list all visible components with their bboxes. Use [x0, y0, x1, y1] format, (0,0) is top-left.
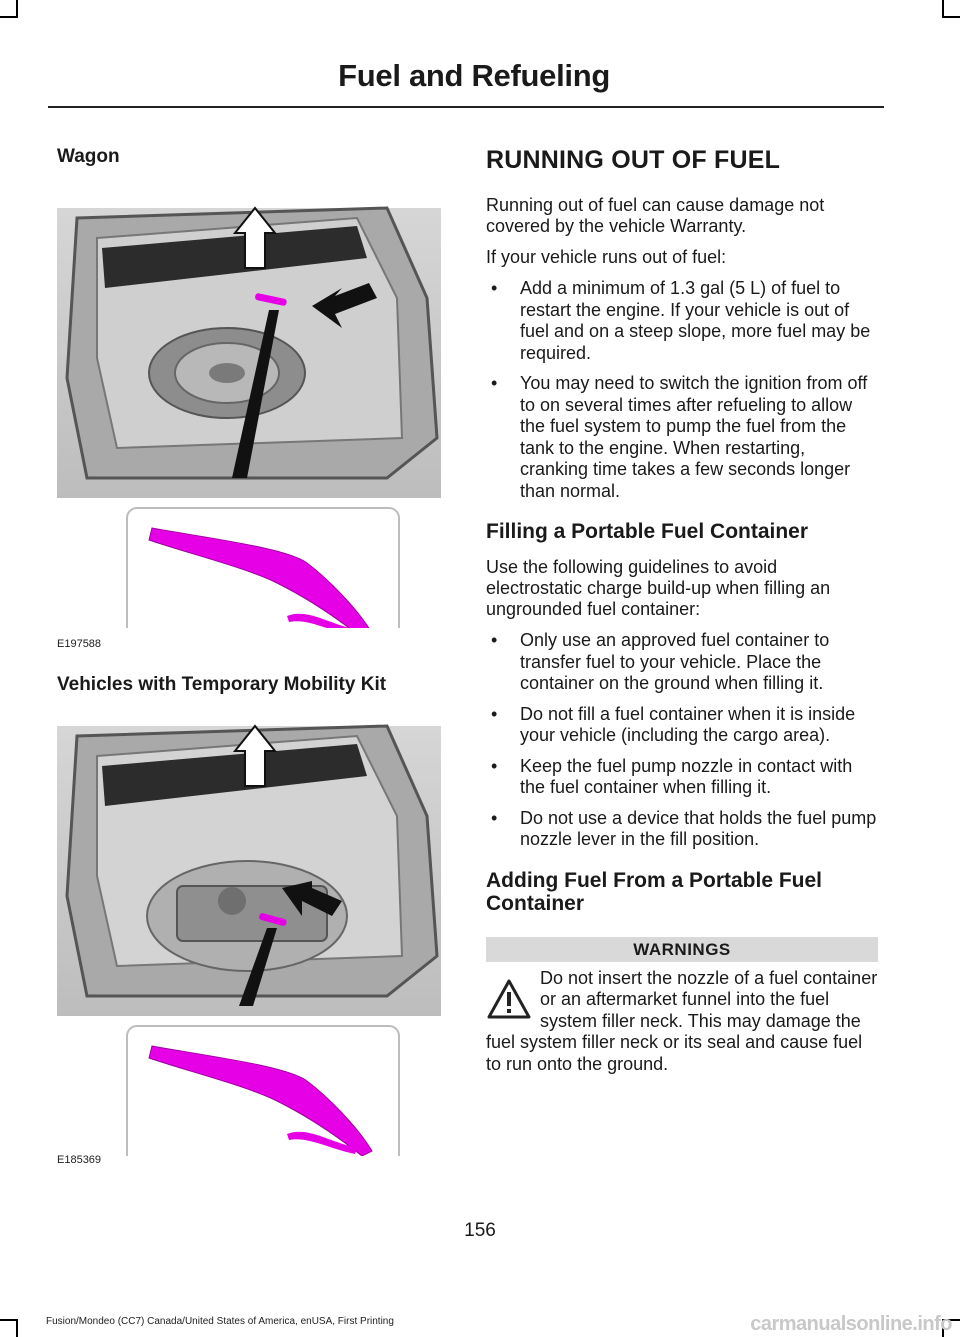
page-number: 156 — [464, 1220, 496, 1241]
subheading: Adding Fuel From a Portable Fuel Container — [486, 868, 823, 915]
cargo-area-illustration — [57, 706, 441, 1156]
left-column — [57, 146, 441, 1176]
right-column — [486, 146, 878, 1075]
subheading: Filling a Portable Fuel Container — [486, 520, 809, 543]
list-item: • Add a minimum of 1.3 gal (5 L) of fuel to restart the engine. If your vehicle is out of fuel and on a steep slope, more fuel may be required. — [486, 278, 878, 364]
figure-id: E197588 — [57, 638, 102, 650]
watermark: carmanualsonline.info — [750, 1313, 952, 1335]
section-label-mobility-kit: Vehicles with Temporary Mobility Kit — [57, 674, 387, 695]
paragraph: Running out of fuel can cause damage not covered by the vehicle Warranty. — [486, 195, 825, 236]
footer-text: Fusion/Mondeo (CC7) Canada/United States of America, enUSA, First Printing — [46, 1316, 394, 1327]
list-item: • Keep the fuel pump nozzle in contact with the fuel container when filling it. — [486, 756, 878, 799]
figure-mobility-kit — [57, 706, 441, 1176]
warning-text — [486, 968, 878, 1076]
bullet-list — [486, 630, 878, 851]
figure-id: E185369 — [57, 1154, 102, 1166]
paragraph: If your vehicle runs out of fuel: — [486, 247, 727, 267]
warnings-bar: WARNINGS — [486, 937, 878, 962]
crop-mark — [0, 1319, 18, 1321]
list-item: • Do not fill a fuel container when it is inside your vehicle (including the cargo area). — [486, 704, 878, 747]
warning-body: Do not insert the nozzle of a fuel container or an aftermarket funnel into the fuel system filler neck. This may damage the fuel system filler neck or its seal and cause fuel to run onto the ground. — [486, 967, 878, 1074]
section-heading: RUNNING OUT OF FUEL — [486, 146, 781, 174]
crop-mark — [16, 1319, 18, 1337]
figure-wagon — [57, 178, 441, 658]
page-title: Fuel and Refueling — [338, 58, 610, 93]
list-item: • You may need to switch the ignition from off to on several times after refueling to allow the fuel system to pump the fuel from the tank to the engine. When restarting, cranking time takes a few seconds longer than normal. — [486, 373, 878, 502]
cargo-area-illustration — [57, 178, 441, 628]
section-label-wagon: Wagon — [57, 146, 120, 167]
warning-triangle-icon — [486, 978, 532, 1020]
paragraph: Use the following guidelines to avoid electrostatic charge build-up when filling an ungrounded fuel container: — [486, 557, 831, 619]
header-divider — [48, 106, 884, 108]
list-item: • Do not use a device that holds the fuel pump nozzle lever in the fill position. — [486, 808, 878, 851]
crop-mark — [0, 16, 18, 18]
crop-mark — [942, 16, 960, 18]
list-item: • Only use an approved fuel container to transfer fuel to your vehicle. Place the container on the ground when filling it. — [486, 630, 878, 695]
bullet-list — [486, 278, 878, 502]
